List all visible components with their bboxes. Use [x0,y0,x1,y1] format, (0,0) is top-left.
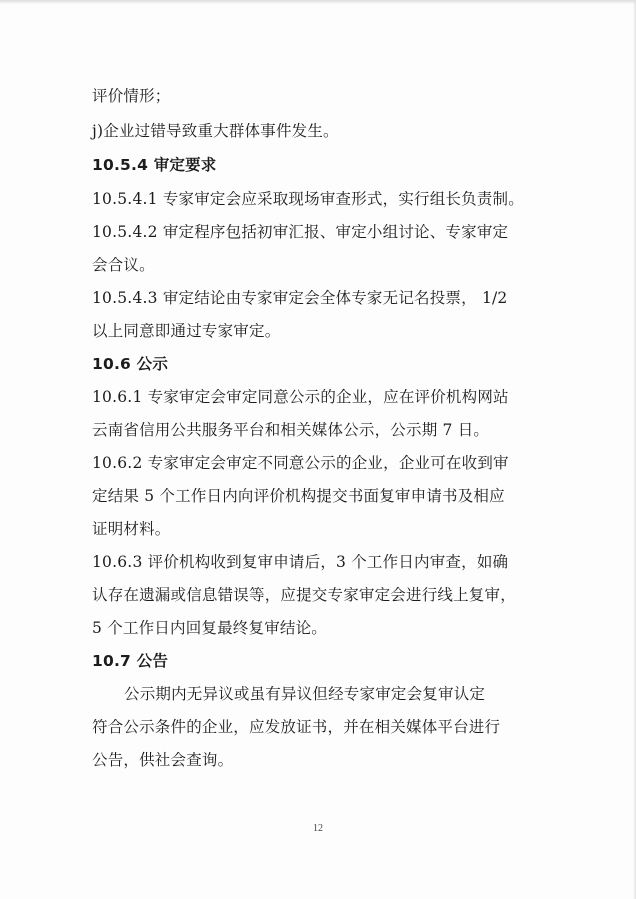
clause-10-6-2-continued: 定结果 5 个工作日内向评价机构提交书面复审申请书及相应 [92,487,505,505]
clause-10-5-4-2: 10.5.4.2 审定程序包括初审汇报、审定小组讨论、专家审定 [92,223,509,241]
section-heading-10-5-4: 10.5.4 审定要求 [92,156,217,174]
clause-10-5-4-1: 10.5.4.1 专家审定会应采取现场审查形式，实行组长负责制。 [92,190,524,208]
clause-10-6-2: 10.6.2 专家审定会审定不同意公示的企业，企业可在收到审 [92,454,509,472]
clause-10-6-3: 10.6.3 评价机构收到复审申请后，3 个工作日内审查，如确 [92,553,509,571]
announcement-paragraph: 公示期内无异议或虽有异议但经专家审定会复审认定 [124,685,486,703]
page-number: 12 [313,823,323,834]
announcement-paragraph-continued: 符合公示条件的企业，应发放证书，并在相关媒体平台进行 [92,718,501,736]
clause-10-6-1: 10.6.1 专家审定会审定同意公示的企业，应在评价机构网站 [92,388,509,406]
clause-10-6-2-end: 证明材料。 [92,520,171,538]
list-item-j: j)企业过错导致重大群体事件发生。 [92,122,339,140]
body-text-line: 评价情形； [92,87,171,105]
section-heading-10-7: 10.7 公告 [92,652,169,670]
clause-10-6-3-continued: 认存在遗漏或信息错误等，应提交专家审定会进行线上复审， [92,586,516,604]
section-heading-10-6: 10.6 公示 [92,355,169,373]
clause-10-6-3-end: 5 个工作日内回复最终复审结论。 [92,619,327,637]
clause-10-6-1-continued: 云南省信用公共服务平台和相关媒体公示，公示期 7 日。 [92,421,490,439]
clause-10-5-4-3-continued: 以上同意即通过专家审定。 [92,322,281,340]
clause-10-5-4-3: 10.5.4.3 审定结论由专家审定会全体专家无记名投票， 1/2 [92,289,508,307]
announcement-paragraph-end: 公告，供社会查询。 [92,751,234,769]
clause-10-5-4-2-continued: 会合议。 [92,256,155,274]
scan-edge-top [0,0,636,4]
